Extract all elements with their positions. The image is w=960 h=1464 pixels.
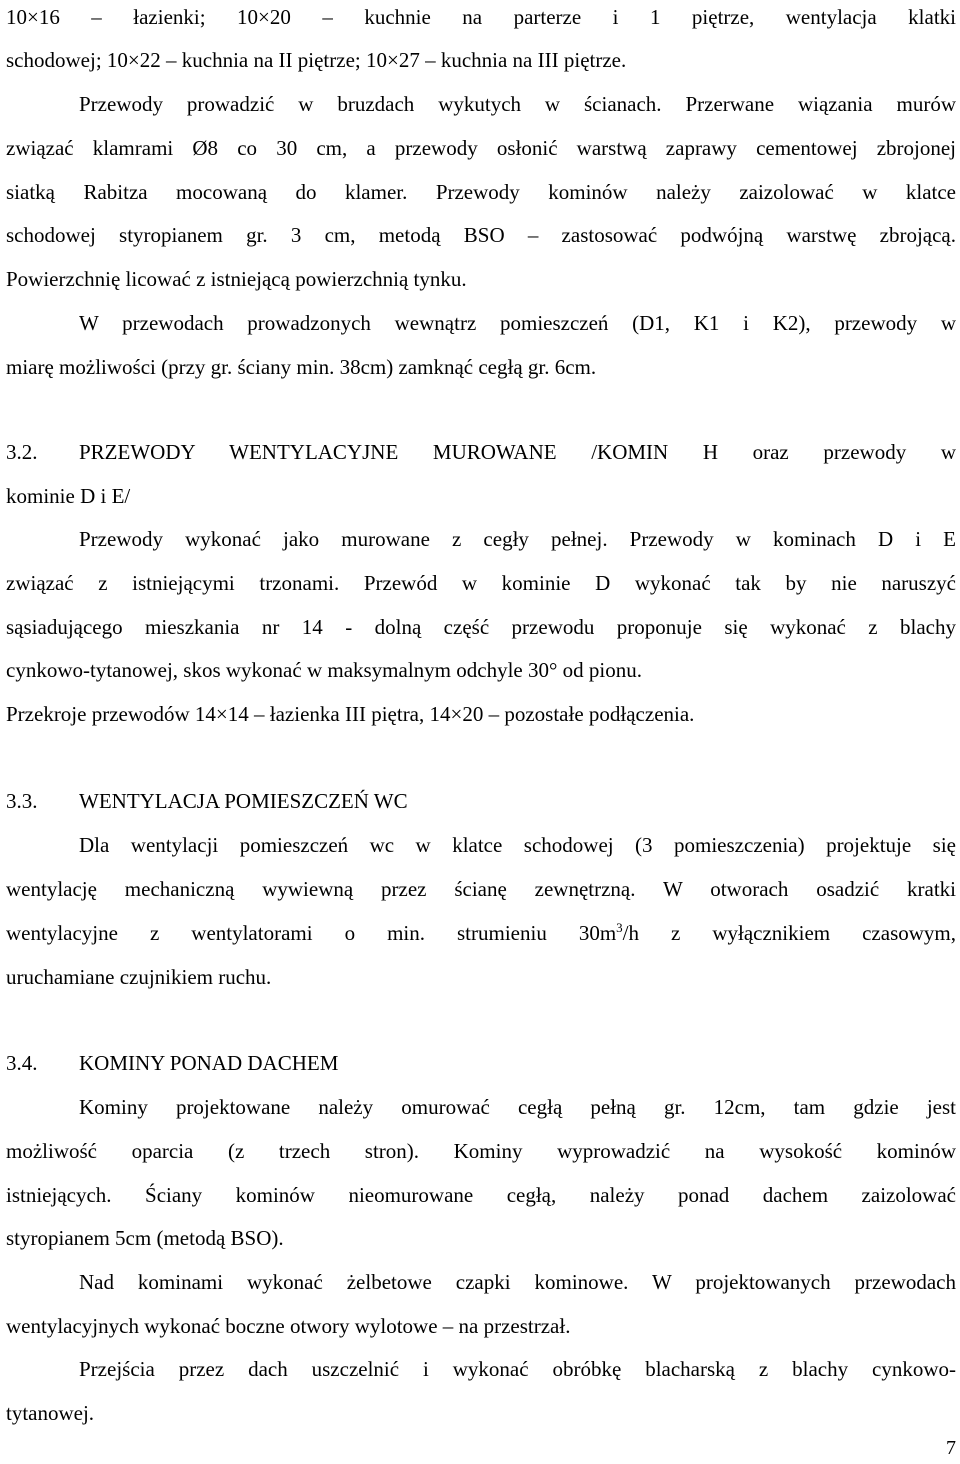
text-line: sąsiadującego mieszkania nr 14 - dolną część przewodu proponuje się wykonać z blachy: [6, 615, 956, 639]
text-line-with-superscript: [6, 918, 956, 948]
text-line: możliwość oparcia (z trzech stron). Kominy wyprowadzić na wysokość kominów: [6, 1139, 956, 1163]
text-line: wentylacyjnych wykonać boczne otwory wylotowe – na przestrzał.: [6, 1314, 571, 1338]
text-line: Kominy projektowane należy omurować cegłą pełną gr. 12cm, tam gdzie jest: [79, 1095, 956, 1119]
text-line: miarę możliwości (przy gr. ściany min. 38cm) zamknąć cegłą gr. 6cm.: [6, 355, 597, 379]
text-line: związać klamrami Ø8 co 30 cm, a przewody osłonić warstwą zaprawy cementowej zbrojonej: [6, 136, 956, 160]
text-line: Przewody prowadzić w bruzdach wykutych w ścianach. Przerwane wiązania murów: [79, 92, 956, 116]
text-line: W przewodach prowadzonych wewnątrz pomieszczeń (D1, K1 i K2), przewody w: [79, 311, 956, 335]
text-line: Nad kominami wykonać żelbetowe czapki kominowe. W projektowanych przewodach: [79, 1270, 956, 1294]
text-line: Dla wentylacji pomieszczeń wc w klatce schodowej (3 pomieszczenia) projektuje się: [79, 833, 956, 857]
section-heading: KOMINY PONAD DACHEM: [79, 1051, 339, 1075]
section-number: 3.4.: [6, 1051, 38, 1075]
text-line: siatką Rabitza mocowaną do klamer. Przewody kominów należy zaizolować w klatce: [6, 180, 956, 204]
text-line: schodowej; 10×22 – kuchnia na II piętrze; 10×27 – kuchnia na III piętrze.: [6, 48, 627, 72]
text-line: związać z istniejącymi trzonami. Przewód w kominie D wykonać tak by nie naruszyć: [6, 571, 956, 595]
section-number: 3.2.: [6, 440, 38, 464]
page-number: 7: [946, 1437, 956, 1459]
text-line: Przejścia przez dach uszczelnić i wykonać obróbkę blacharską z blachy cynkowo-: [79, 1357, 956, 1381]
text-line: Przekroje przewodów 14×14 – łazienka III piętra, 14×20 – pozostałe podłączenia.: [6, 702, 695, 726]
text-line: wentylację mechaniczną wywiewną przez ścianę zewnętrzną. W otworach osadzić kratki: [6, 877, 956, 901]
text-line: schodowej styropianem gr. 3 cm, metodą BSO – zastosować podwójną warstwę zbrojącą.: [6, 223, 956, 247]
text-fragment: wentylacyjne z wentylatorami o min. strumieniu 30m: [6, 921, 617, 945]
text-line: Powierzchnię licować z istniejącą powierzchnią tynku.: [6, 267, 467, 291]
text-line: cynkowo-tytanowej, skos wykonać w maksymalnym odchyle 30° od pionu.: [6, 658, 642, 682]
section-number: 3.3.: [6, 789, 38, 813]
text-line: tytanowej.: [6, 1401, 95, 1425]
superscript: 3: [616, 920, 623, 935]
text-fragment: /h z wyłącznikiem czasowym,: [622, 921, 956, 945]
text-line: styropianem 5cm (metodą BSO).: [6, 1226, 284, 1250]
text-line: uruchamiane czujnikiem ruchu.: [6, 965, 272, 989]
section-heading-continuation: kominie D i E/: [6, 484, 131, 508]
section-heading: WENTYLACJA POMIESZCZEŃ WC: [79, 789, 408, 813]
text-line: Przewody wykonać jako murowane z cegły pełnej. Przewody w kominach D i E: [79, 527, 956, 551]
text-line: istniejących. Ściany kominów nieomurowane cegłą, należy ponad dachem zaizolować: [6, 1183, 956, 1207]
section-heading: PRZEWODY WENTYLACYJNE MUROWANE /KOMIN H oraz przewody w: [79, 440, 956, 464]
text-line: 10×16 – łazienki; 10×20 – kuchnie na parterze i 1 piętrze, wentylacja klatki: [6, 5, 956, 29]
